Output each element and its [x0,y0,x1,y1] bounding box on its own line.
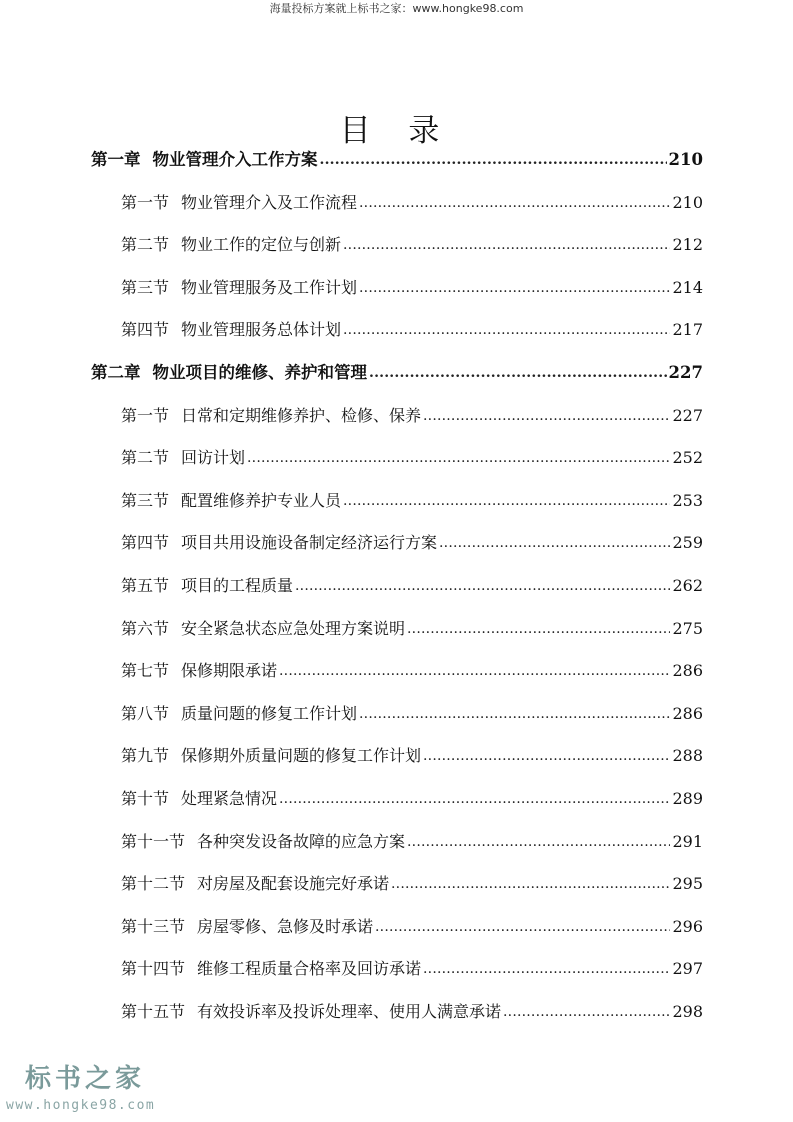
toc-entry-number: 第五节 [121,576,170,595]
toc-section-entry[interactable] [121,273,703,303]
toc-dot-leader [343,230,670,260]
toc-section-entry[interactable] [121,954,703,984]
toc-dot-leader [247,443,670,473]
toc-dot-leader [391,869,670,899]
toc-entry-page-number: 298 [672,1002,703,1021]
toc-dot-leader [279,656,670,686]
toc-entry-number: 第二章 [91,363,141,382]
toc-entry-title: 项目共用设施设备制定经济运行方案 [181,533,438,553]
toc-section-entry[interactable] [121,912,703,942]
toc-entry-page-number: 288 [672,746,703,766]
toc-entry-number: 第一节 [121,405,170,425]
toc-dot-leader [375,912,670,942]
toc-dot-leader [343,486,670,516]
toc-entry-number: 第一章 [91,150,141,169]
toc-entry-number: 第三节 [121,277,170,297]
toc-chapter-entry[interactable] [91,145,703,175]
toc-entry-title: 对房屋及配套设施完好承诺 [197,874,390,894]
toc-section-entry[interactable] [121,571,703,601]
toc-section-entry[interactable] [121,997,703,1027]
toc-entry-page-number: 227 [672,405,703,425]
toc-entry-number: 第二节 [121,448,170,468]
logo [4,1060,174,1120]
toc-dot-leader [503,997,670,1027]
toc-entry-title: 日常和定期维修养护、检修、保养 [181,405,422,425]
toc-section-entry[interactable] [121,230,703,260]
toc-entry-page-number: 259 [672,533,703,553]
toc-section-entry[interactable] [121,784,703,814]
toc-entry-page-number: 296 [672,916,703,936]
toc-entry-number: 第十一节 [121,831,186,851]
logo-url: www.hongke98.com [6,1098,156,1113]
toc-entry-title: 物业管理服务及工作计划 [181,277,358,297]
toc-entry-number: 第一节 [121,192,170,212]
toc-entry-number: 第十五节 [121,1002,186,1021]
toc-entry-page-number: 212 [672,235,703,255]
toc-section-entry[interactable] [121,401,703,431]
toc-entry-number: 第三节 [121,490,170,510]
toc-section-entry[interactable] [121,869,703,899]
toc-dot-leader [359,273,670,303]
toc-entry-page-number: 210 [668,150,703,169]
logo-name: 标书之家 [25,1064,146,1094]
toc-entry-title: 物业管理介入工作方案 [152,150,318,169]
toc-dot-leader [279,784,670,814]
toc-entry-number: 第七节 [121,661,170,681]
toc-section-entry[interactable] [121,443,703,473]
toc-entry-page-number: 210 [672,192,703,212]
toc-entry-title: 项目的工程质量 [181,576,294,595]
toc-dot-leader [407,827,670,857]
toc-entry-page-number: 227 [668,363,703,382]
toc-entry-title: 维修工程质量合格率及回访承诺 [197,959,422,979]
toc-section-entry[interactable] [121,656,703,686]
toc-section-entry[interactable] [121,614,703,644]
toc-entry-page-number: 217 [672,320,703,340]
toc-entry-title: 物业管理服务总体计划 [181,320,342,340]
toc-entry-title: 物业工作的定位与创新 [181,235,342,255]
toc-chapter-entry[interactable] [91,358,703,388]
toc-entry-number: 第四节 [121,533,170,553]
toc-entry-number: 第十四节 [121,959,186,979]
toc-dot-leader [320,145,667,175]
toc-entry-number: 第九节 [121,746,170,766]
toc-entry-title: 物业项目的维修、养护和管理 [152,363,367,382]
toc-entry-number: 第十节 [121,789,170,808]
toc-section-entry[interactable] [121,486,703,516]
toc-entry-page-number: 214 [672,277,703,297]
toc-entry-page-number: 289 [672,789,703,808]
toc-dot-leader [439,528,670,558]
toc-entry-title: 保修期限承诺 [181,661,278,681]
toc-dot-leader [359,699,670,729]
toc-entry-page-number: 262 [672,576,703,595]
toc-dot-leader [423,741,670,771]
toc-entry-title: 有效投诉率及投诉处理率、使用人满意承诺 [197,1002,502,1021]
toc-entry-number: 第二节 [121,235,170,255]
toc-entry-title: 质量问题的修复工作计划 [181,703,358,723]
toc-section-entry[interactable] [121,528,703,558]
toc-entry-page-number: 291 [672,831,703,851]
toc-entry-title: 房屋零修、急修及时承诺 [197,916,374,936]
toc-section-entry[interactable] [121,315,703,345]
page-title: 目 录 [339,112,454,149]
toc-entry-number: 第十二节 [121,874,186,894]
toc-entry-title: 各种突发设备故障的应急方案 [197,831,406,851]
toc-dot-leader [407,614,670,644]
toc-entry-page-number: 286 [672,661,703,681]
toc-entry-number: 第六节 [121,618,170,638]
toc-section-entry[interactable] [121,699,703,729]
toc-entry-title: 安全紧急状态应急处理方案说明 [181,618,406,638]
toc-dot-leader [343,315,670,345]
toc-entry-page-number: 297 [672,959,703,979]
toc-entry-number: 第八节 [121,703,170,723]
header-note: 海量投标方案就上标书之家：www.hongke98.com [269,2,524,15]
toc-dot-leader [423,954,670,984]
toc-section-entry[interactable] [121,188,703,218]
toc-entry-number: 第十三节 [121,916,186,936]
toc-entry-page-number: 295 [672,874,703,894]
toc-entry-title: 回访计划 [181,448,246,468]
toc-section-entry[interactable] [121,741,703,771]
toc-entry-page-number: 253 [672,490,703,510]
toc-entry-page-number: 286 [672,703,703,723]
toc-entry-number: 第四节 [121,320,170,340]
toc-dot-leader [423,401,670,431]
toc-dot-leader [295,571,670,601]
toc-entry-page-number: 275 [672,618,703,638]
toc-entry-title: 处理紧急情况 [181,789,278,808]
toc-section-entry[interactable] [121,827,703,857]
toc-entry-title: 物业管理介入及工作流程 [181,192,358,212]
toc-entry-page-number: 252 [672,448,703,468]
toc-entry-title: 配置维修养护专业人员 [181,490,342,510]
toc-entry-title: 保修期外质量问题的修复工作计划 [181,746,422,766]
toc-dot-leader [359,188,670,218]
toc-dot-leader [369,358,667,388]
